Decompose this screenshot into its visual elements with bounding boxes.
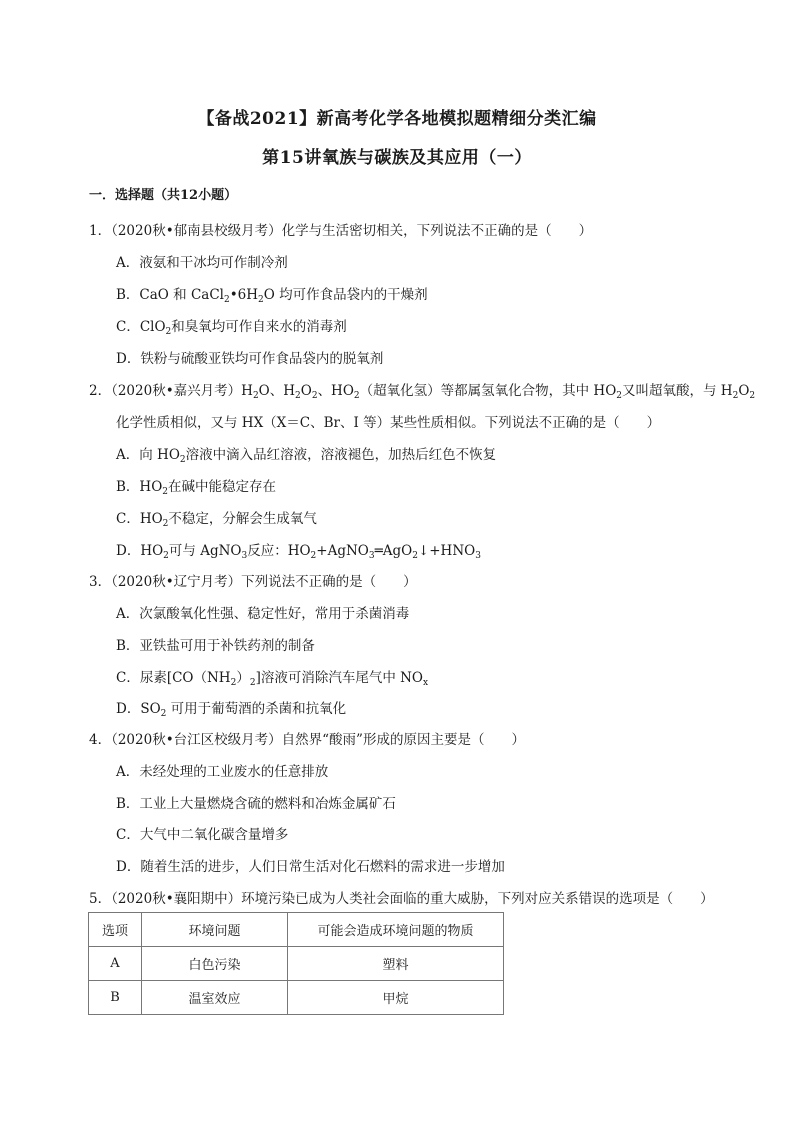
section-title: 一．选择题（共12小题） — [89, 188, 238, 203]
question-3-option-a: A．次氯酸氧化性强、稳定性好，常用于杀菌消毒 — [116, 606, 410, 622]
question-3-option-c: C．尿素$[CO(NH_2)_2]$溶液可消除汽车尾气中 $NO_x$ — [116, 670, 429, 688]
question-2-option-c: C．$HO_2$不稳定，分解会生成氧气 — [116, 511, 317, 529]
question-1-stem: 1．（2020秋•郁南县校级月考）化学与生活密切相关，下列说法不正确的是（ ） — [89, 223, 593, 239]
question-1-option-b: B．CaO 和 $CaCl_2•6H_2O$ 均可作食品袋内的干燥剂 — [116, 287, 428, 305]
table-header-cell: 可能会造成环境问题的物质 — [288, 913, 504, 947]
question-4-option-b: B．工业上大量燃烧含硫的燃料和冶炼金属矿石 — [116, 796, 396, 812]
document-subtitle: 第15讲氧族与碳族及其应用（一） — [262, 148, 532, 168]
table-header-row — [89, 913, 504, 947]
question-5-stem: 5．（2020秋•襄阳期中）环境污染已成为人类社会面临的重大威胁，下列对应关系错误的选项是（ ） — [89, 891, 714, 907]
table-header-cell: 环境问题 — [142, 913, 288, 947]
question-4-stem: 4．（2020秋•台江区校级月考）自然界“酸雨”形成的原因主要是（ ） — [89, 732, 525, 748]
table-header-cell: 选项 — [89, 913, 142, 947]
question-3-stem: 3．（2020秋•辽宁月考）下列说法不正确的是（ ） — [89, 574, 417, 590]
question-5-table — [88, 912, 504, 1015]
table-cell: B — [89, 981, 142, 1015]
question-3-option-b: B．亚铁盐可用于补铁药剂的制备 — [116, 638, 315, 654]
question-1-option-c: C．ClO$_2$和臭氧均可作自来水的消毒剂 — [116, 319, 347, 337]
question-3-option-d: D．$SO_2$ 可用于葡萄酒的杀菌和抗氧化 — [116, 701, 347, 719]
question-4-option-a: A．未经处理的工业废水的任意排放 — [116, 764, 329, 780]
table-cell: 白色污染 — [142, 947, 288, 981]
question-4-option-d: D．随着生活的进步，人们日常生活对化石燃料的需求进一步增加 — [116, 859, 505, 875]
document-title: 【备战2021】新高考化学各地模拟题精细分类汇编 — [197, 109, 597, 129]
table-cell: 甲烷 — [288, 981, 504, 1015]
question-4-option-c: C．大气中二氧化碳含量增多 — [116, 827, 289, 843]
question-2-option-d: D．$HO_2$可与 AgNO$_3$反应：$HO_2+AgNO_3═AgO_2↓+HNO_3$ — [116, 543, 481, 561]
question-2-stem-line-2: 化学性质相似，又与 HX（X＝C、Br、I 等）某些性质相似。下列说法不正确的是（ ） — [116, 415, 661, 431]
table-cell: 温室效应 — [142, 981, 288, 1015]
table-row — [89, 981, 504, 1015]
question-2-option-a: A．向 $HO_2$溶液中滴入品红溶液，溶液褪色，加热后红色不恢复 — [116, 447, 497, 465]
question-1-option-a: A．液氨和干冰均可作制冷剂 — [116, 255, 288, 271]
question-2-stem-line-1: 2．（2020秋•嘉兴月考）$H_2O$、$H_2O_2$、$HO_2$（超氧化氢）等都属氢氧化合物，其中 $HO_2$又叫超氧酸，与 $H_2O_2$ — [89, 383, 756, 401]
table-row — [89, 947, 504, 981]
table-cell: 塑料 — [288, 947, 504, 981]
question-1-option-d: D．铁粉与硫酸亚铁均可作食品袋内的脱氧剂 — [116, 351, 384, 367]
question-2-option-b: B．$HO_2$在碱中能稳定存在 — [116, 479, 276, 497]
table-cell: A — [89, 947, 142, 981]
